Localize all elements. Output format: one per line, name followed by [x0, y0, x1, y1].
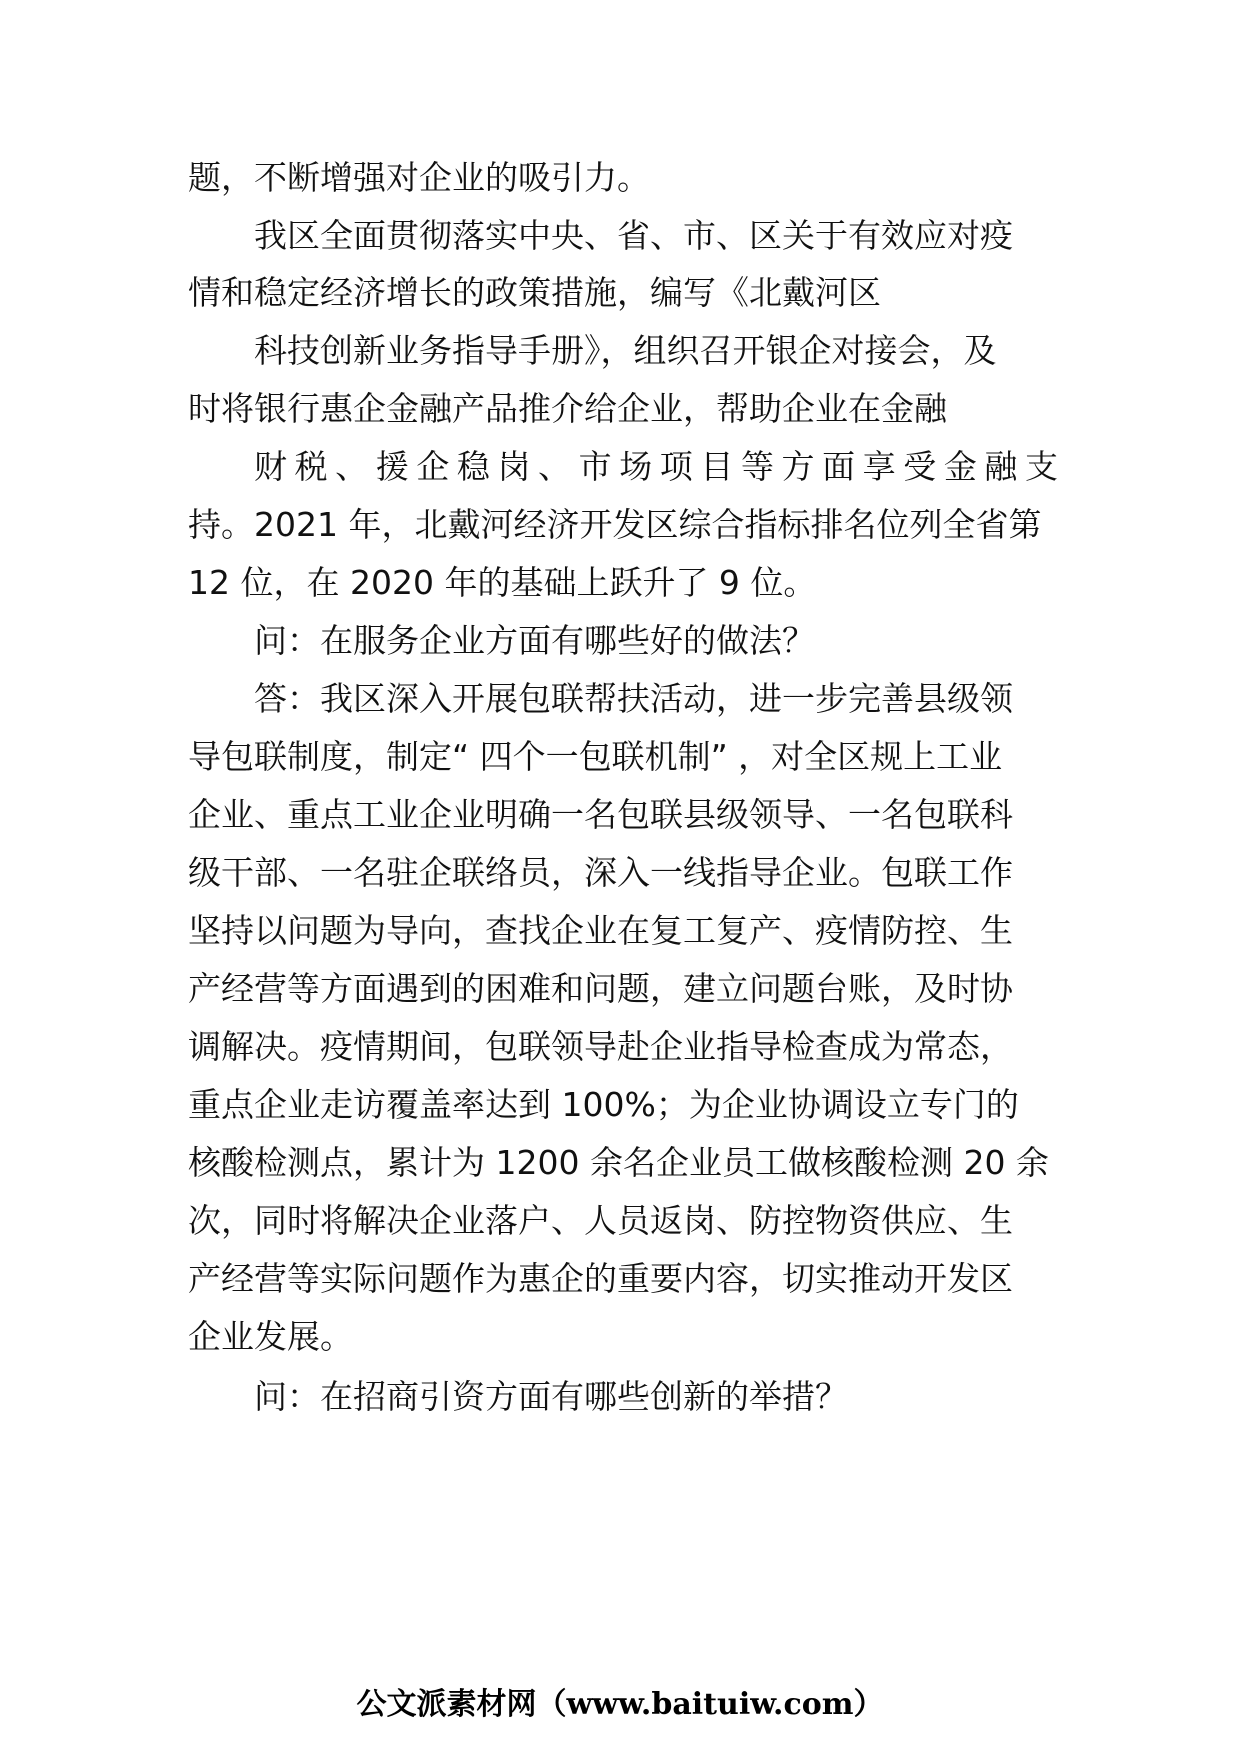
paragraph-line: 级干部、一名驻企联络员，深入一线指导企业。包联工作 — [188, 853, 1013, 892]
char: 税 — [294, 447, 328, 486]
char: 、 — [335, 447, 369, 486]
paragraph-line: 题，不断增强对企业的吸引力。 — [188, 158, 650, 197]
paragraph-line-spaced — [254, 447, 1058, 487]
paragraph-line: 产经营等实际问题作为惠企的重要内容，切实推动开发区 — [188, 1259, 1013, 1298]
char: 金 — [943, 447, 977, 486]
paragraph-line: 调解决。疫情期间，包联领导赴企业指导检查成为常态， — [188, 1027, 1013, 1066]
char: 融 — [984, 447, 1018, 486]
answer-line: 答：我区深入开展包联帮扶活动，进一步完善县级领 — [254, 679, 1013, 718]
paragraph-line: 坚持以问题为导向，查找企业在复工复产、疫情防控、生 — [188, 911, 1013, 950]
paragraph-line: 导包联制度，制定“ 四个一包联机制” ，对全区规上工业 — [188, 737, 1003, 776]
paragraph-line: 情和稳定经济增长的政策措施，编写《北戴河区 — [188, 273, 881, 312]
char: 享 — [862, 447, 896, 486]
paragraph-line: 次，同时将解决企业落户、人员返岗、防控物资供应、生 — [188, 1201, 1013, 1240]
question-line: 问：在服务企业方面有哪些好的做法？ — [254, 621, 815, 660]
paragraph-line: 重点企业走访覆盖率达到 100%；为企业协调设立专门的 — [188, 1085, 1019, 1124]
char: 、 — [538, 447, 572, 486]
paragraph-line: 产经营等方面遇到的困难和问题，建立问题台账，及时协 — [188, 969, 1013, 1008]
char: 受 — [903, 447, 937, 486]
footer-watermark: 公文派素材网（www.baituiw.com） — [356, 1687, 884, 1722]
char: 目 — [700, 447, 734, 486]
char: 市 — [578, 447, 612, 486]
char: 项 — [659, 447, 693, 486]
question-line: 问：在招商引资方面有哪些创新的举措？ — [254, 1377, 848, 1416]
paragraph-line: 时将银行惠企金融产品推介给企业，帮助企业在金融 — [188, 389, 947, 428]
char: 等 — [740, 447, 774, 486]
char: 场 — [619, 447, 653, 486]
char: 稳 — [456, 447, 490, 486]
char: 援 — [375, 447, 409, 486]
paragraph-line: 核酸检测点，累计为 1200 余名企业员工做核酸检测 20 余 — [188, 1143, 1049, 1182]
paragraph-line: 我区全面贯彻落实中央、省、市、区关于有效应对疫 — [254, 216, 1013, 255]
paragraph-line: 企业、重点工业企业明确一名包联县级领导、一名包联科 — [188, 795, 1013, 834]
char: 方 — [781, 447, 815, 486]
char: 企 — [416, 447, 450, 486]
char: 财 — [254, 447, 287, 486]
char: 面 — [822, 447, 856, 486]
paragraph-line: 12 位，在 2020 年的基础上跃升了 9 位。 — [188, 563, 817, 602]
paragraph-line: 持。2021 年，北戴河经济开发区综合指标排名位列全省第 — [188, 505, 1042, 544]
paragraph-line: 科技创新业务指导手册》，组织召开银企对接会，及 — [254, 331, 997, 370]
paragraph-line: 企业发展。 — [188, 1317, 353, 1356]
char: 岗 — [497, 447, 531, 486]
char: 支 — [1024, 447, 1058, 486]
